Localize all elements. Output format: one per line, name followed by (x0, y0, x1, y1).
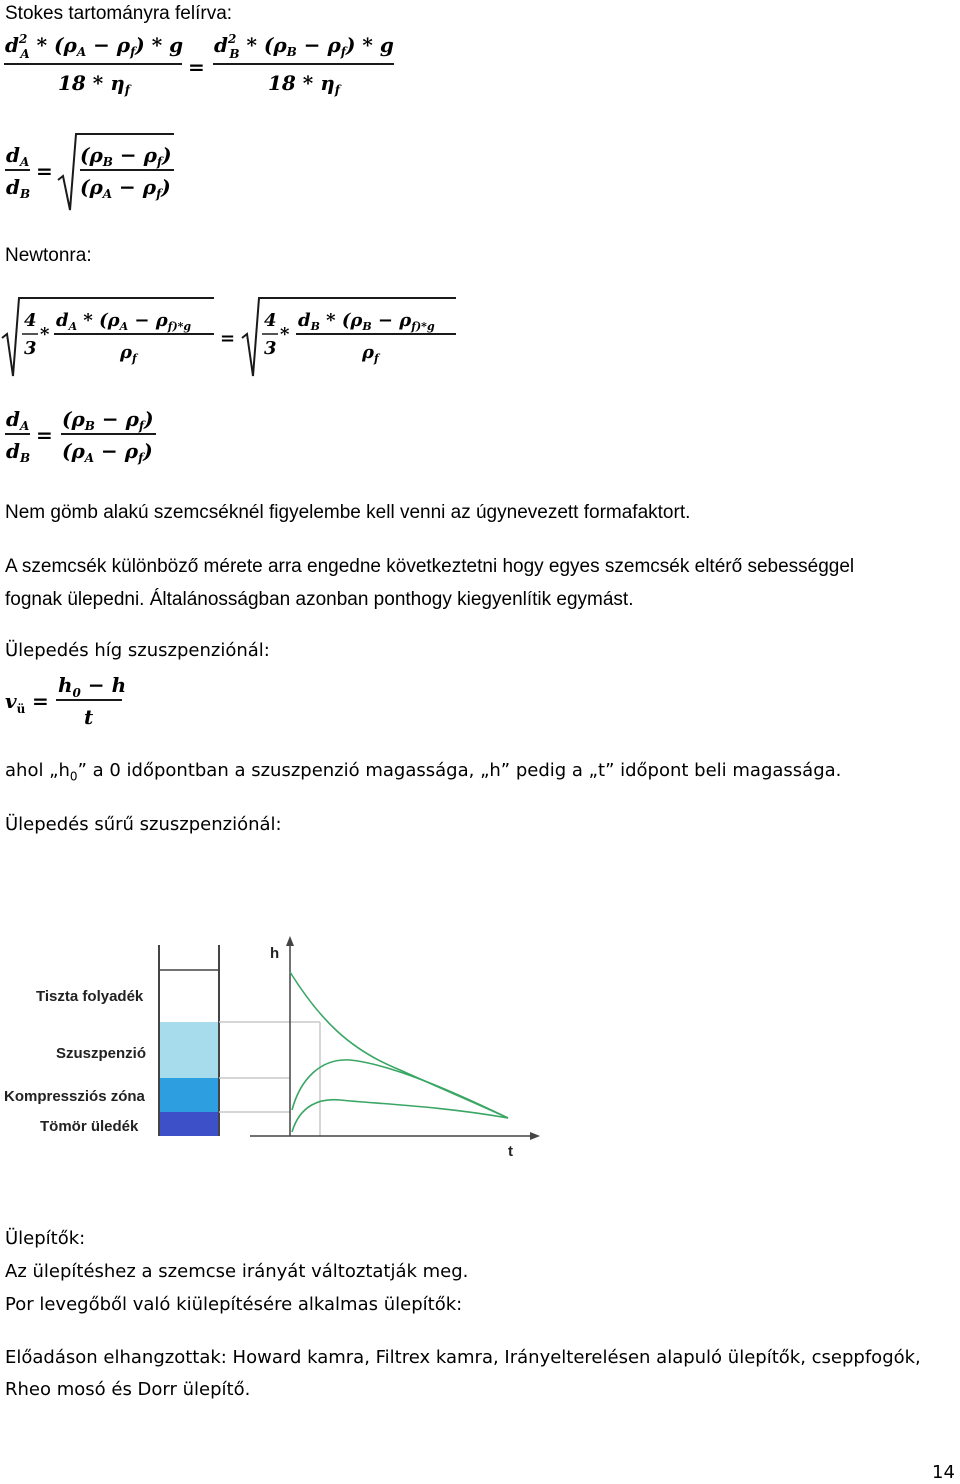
sedimentation-diagram (0, 930, 560, 1170)
svg-text:d2A * (ρA − ρf) * g: $d^2$ $A * (\rho_A - \rho_f) * g$ (5, 32, 184, 61)
settlers-line1: Az ülepítéshez a szemcse irányát változtatják meg. (5, 1261, 469, 1282)
stokes-heading: Stokes tartományra felírva: (5, 3, 233, 24)
svg-text:dB * (ρB − ρf)*g: $d_B * (\rho_B - \rho_{f)*g}$ (298, 310, 435, 333)
svg-text:=: = (36, 159, 53, 183)
svg-text:(ρA − ρf): $(\rho_A - \rho_f)$ (62, 439, 153, 465)
guide-lines (219, 1022, 320, 1136)
newton-heading: Newtonra: (5, 245, 92, 266)
layer-suspension (160, 1022, 218, 1078)
svg-text:t: t (84, 705, 94, 729)
svg-text:dB: $d_B$ (6, 175, 31, 201)
svg-text:d2B * (ρB − ρf) * g: $d^2$ $B * (\rho_B - \rho_f) * g$ (214, 32, 394, 61)
svg-text:dA: $d_A$ (6, 407, 30, 433)
settling-velocity-equation (0, 672, 140, 732)
newton-equation (0, 292, 470, 382)
settlers-heading: Ülepítők: (5, 1228, 86, 1249)
svg-text:dA: $d_A$ (6, 143, 30, 169)
svg-text:(ρA − ρf): $(\rho_A - \rho_f)$ (80, 175, 171, 201)
paragraph-formfactor: Nem gömb alakú szemcséknél figyelembe kell venni az úgynevezett formafaktort. (5, 502, 691, 523)
label-suspension: Szuszpenzió (56, 1045, 147, 1062)
svg-text:4: 4 (24, 310, 37, 331)
axis-h-label: h (270, 945, 280, 962)
svg-text:(ρB − ρf): $(\rho_B - \rho_f)$ (62, 407, 154, 433)
svg-text:18 * ηf: $18 * \eta_f$ (268, 71, 340, 97)
label-solid-sediment: Tömör üledék (40, 1118, 139, 1135)
stokes-ratio-equation (0, 128, 200, 214)
explanation-line (5, 762, 841, 783)
label-compression-zone: Kompressziós zóna (4, 1088, 145, 1105)
settlers-line2: Por levegőből való kiülepítésére alkalmas ülepítők: (5, 1294, 463, 1315)
svg-text:3: 3 (264, 338, 277, 359)
newton-ratio-equation (0, 400, 180, 472)
curve-sediment-interface (292, 1100, 508, 1132)
paragraph-particle-sizes-line1: A szemcsék különböző mérete arra engedne következtetni hogy egyes szemcsék eltérő sebességgel (5, 556, 855, 577)
svg-text:ρf: $\rho_f$ (120, 342, 137, 365)
svg-text:(ρB − ρf): $(\rho_B - \rho_f)$ (80, 143, 172, 169)
explanation-subscript: 0 (69, 769, 78, 784)
svg-text:=: = (32, 689, 49, 713)
paragraph-particle-sizes-line2: fognak ülepedni. Általánosságban azonban ponthogy kiegyenlítik egymást. (5, 589, 634, 610)
explanation-text-start: ahol „h (5, 760, 70, 781)
svg-text:*: * (280, 324, 290, 345)
layer-compression (160, 1078, 218, 1112)
dilute-settling-heading: Ülepedés híg szuszpenziónál: (5, 640, 270, 661)
lecture-line1: Előadáson elhangzottak: Howard kamra, Filtrex kamra, Irányelterelésen alapuló ülepítők, cseppfogók, (5, 1347, 921, 1368)
axis-t-label: t (508, 1143, 513, 1160)
svg-text:vü: $v_ü$ (5, 689, 26, 716)
axis-t-arrow (530, 1132, 540, 1140)
svg-text:18 * ηf: $18 * \eta_f$ (58, 71, 130, 97)
svg-text:=: = (36, 423, 53, 447)
svg-text:h0 − h: $h_0 - h$ (58, 673, 127, 700)
svg-text:ρf: $\rho_f$ (362, 342, 379, 365)
curve-compression-interface (292, 1060, 508, 1118)
page-number: 14 (932, 1462, 955, 1483)
svg-text:3: 3 (24, 338, 37, 359)
lecture-line2: Rheo mosó és Dorr ülepítő. (5, 1379, 251, 1400)
svg-text:dB: $d_B$ (6, 439, 31, 465)
curve-clear-interface (290, 972, 508, 1118)
explanation-text-end: ” a 0 időpontban a szuszpenzió magassága, „h” pedig a „t” időpont beli magassága. (77, 760, 842, 781)
svg-text:4: 4 (264, 310, 277, 331)
svg-text:=: = (188, 55, 205, 79)
label-clear-liquid: Tiszta folyadék (36, 988, 144, 1005)
svg-text:dA * (ρA − ρf)*g: $d_A * (\rho_A - \rho_{f)*g}$ (56, 310, 192, 333)
layer-sediment (160, 1112, 218, 1136)
stokes-equation (0, 28, 420, 108)
axis-h-arrow (286, 936, 294, 946)
dense-settling-heading: Ülepedés sűrű szuszpenziónál: (5, 814, 282, 835)
svg-text:=: = (220, 328, 236, 349)
svg-text:*: * (40, 324, 50, 345)
